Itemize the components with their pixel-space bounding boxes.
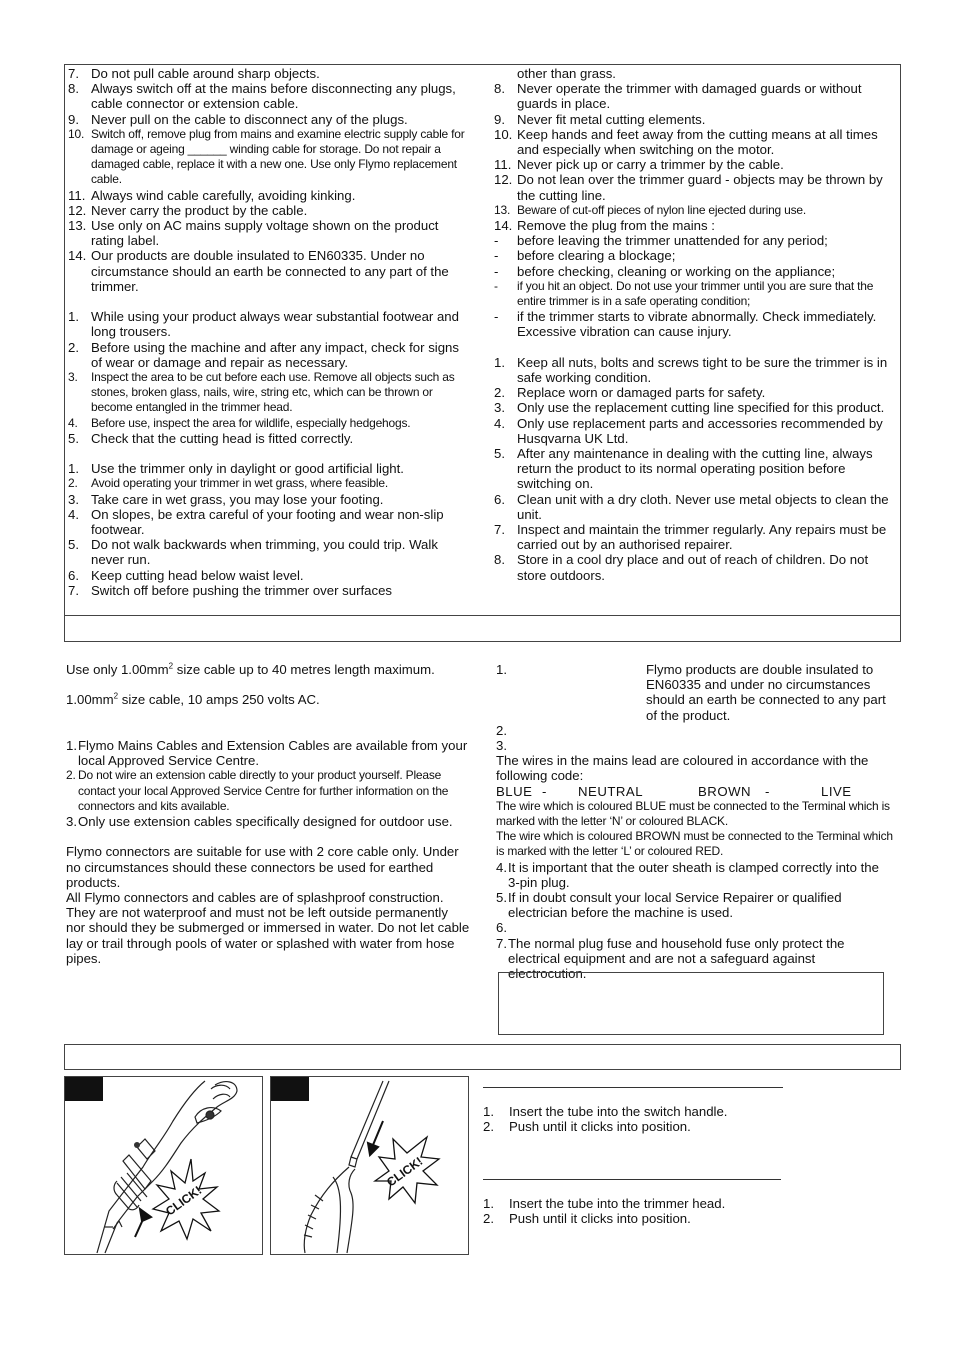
list-item-number: 11. [494,157,512,173]
list-item-text: before leaving the trimmer unattended for any period; [517,233,828,249]
list-item-number: 1. [68,461,79,477]
list-item-text: Store in a cool dry place and out of reach of children. Do not store outdoors. [517,552,869,583]
list-item [68,188,472,203]
plug-item-3: 3. [496,738,507,754]
list-item-number: 5. [68,430,79,446]
list-item [494,81,890,111]
list-item-text: Clean unit with a dry cloth. Never use metal objects to clean the unit. [517,491,889,522]
list-item [494,264,890,279]
list-item-text: After any maintenance in dealing with the cutting line, always return the product to its normal operating position before switching on. [517,446,873,492]
list-item [494,400,890,415]
list-item-number: 8. [494,552,505,568]
list-item-number: 10. [494,126,513,142]
list-item [494,492,890,522]
list-item-text: Use only on AC mains supply voltage shown on the product rating label. [91,218,439,249]
list-item-number: 7. [68,582,79,598]
list-item-number [494,66,517,81]
list-item-text: Replace worn or damaged parts for safety. [517,385,766,401]
list-item-text: other than grass. [517,66,616,81]
list-item [68,127,472,188]
list-item [494,218,890,233]
list-item-number: - [494,278,498,293]
connectors-text-1: Flymo connectors are suitable for use with 2 core cable only. Under no circumstances should these connectors be used for earthed products. [66,844,459,890]
wire-colour-text: The wires in the mains lead are coloured in accordance with the following code: [496,753,869,784]
list-item [68,476,472,491]
list-item [494,233,890,248]
plug-wiring-section [496,662,894,981]
list-item [494,522,890,552]
section-heading-bar-assembly [64,1044,901,1070]
list-item [68,309,472,339]
list-item-text: Switch off before pushing the trimmer over surfaces [91,582,393,598]
list-item [494,446,890,492]
plug-item-1: 1. Flymo products are double insulated to EN60335 and under no circumstances should an earth be connected to any part of the product. [496,662,886,723]
list-item-number: 7. [68,66,79,81]
switch-handle-illustration [65,1077,262,1254]
list-item-text: Use the trimmer only in daylight or good artificial light. [91,461,404,477]
list-item-text: Our products are double insulated to EN60335. Under no circumstance should an earth be connected to any part of the trimmer. [91,248,449,294]
list-item-number: 2. [483,1119,494,1135]
list-item-text: Never operate the trimmer with damaged guards or without guards in place. [517,81,862,112]
list-item-text: Never carry the product by the cable. [91,202,308,218]
list-item-number: 2. [494,385,505,401]
list-item-text: Push until it clicks into position. [509,1119,691,1135]
cable-spec-text: $1.00mm^2$ size cable, 10 amps 250 volts AC. [66,692,320,708]
list-item-text: Only use replacement parts and accessories recommended by Husqvarna UK Ltd. [517,415,883,446]
list-item-text: Only use extension cables specifically designed for outdoor use. [78,813,453,829]
list-item-number: 13. [494,202,511,217]
section-heading-bar-electrical [64,615,901,642]
click-label-b: CLICK! [384,1154,426,1190]
list-item-number: 1. [66,737,77,753]
list-item-number: 3. [68,491,79,507]
list-item [68,370,472,416]
list-item-text: Beware of cut-off pieces of nylon line ejected during use. [517,202,807,217]
connectors-text-2: All Flymo connectors and cables are of splashproof construction. They are not waterproof and must not be left outside permanently nor should they be submerged or immersed in water. Do not let cable lay or trail through pools of water or splashed with water from hose pipes. [66,889,470,966]
list-item [496,860,894,890]
list-item-text: Remove the plug from the mains : [517,218,715,234]
list-item [68,81,472,111]
list-item-text: Do not lean over the trimmer guard - objects may be thrown by the cutting line. [517,172,883,203]
cable-section [66,662,470,966]
list-item-text: if you hit an object. Do not use your trimmer until you are sure that the entire trimmer is in a safe operating condition; [517,278,874,309]
list-item-number: 1. [483,1196,494,1211]
list-item-number: - [494,233,499,249]
plug-more-list [496,860,894,982]
list-item [494,385,890,400]
list-item-text: before checking, cleaning or working on the appliance; [517,263,836,279]
list-item-number: 1. [494,354,505,370]
list-item [68,583,472,598]
list-item-number: - [494,248,499,264]
list-item [68,431,472,446]
list-item-text: Always switch off at the mains before disconnecting any plugs, cable connector or extension cable. [91,81,456,112]
figure-panel-a [64,1076,263,1255]
list-item [483,1104,843,1119]
list-item [66,768,470,814]
list-item-number: 4. [68,415,78,430]
list-item [494,127,890,157]
list-item [494,172,890,202]
extension-cable-list [66,738,470,829]
list-item-text: Do not pull cable around sharp objects. [91,66,320,81]
list-item-text: Avoid operating your trimmer in wet grass, where feasible. [91,476,388,491]
list-item-number: - [494,263,499,279]
list-item-number: 2. [68,476,78,491]
list-spacer [494,340,890,355]
list-item [68,218,472,248]
list-item [483,1211,843,1226]
list-item [66,814,470,829]
list-item-number: 12. [494,172,513,188]
list-item-number: 7. [494,522,505,538]
assembly-heading-rule-a [483,1087,783,1088]
list-item [68,248,472,294]
assembly-steps-b [483,1196,843,1226]
safety-list-right [494,66,890,583]
wire-colour-code: BLUE - NEUTRAL BROWN - LIVE [496,783,852,799]
list-item [66,738,470,768]
list-item-text: Check that the cutting head is fitted correctly. [91,430,354,446]
list-item [494,66,890,81]
list-item-text: Keep cutting head below waist level. [91,567,304,583]
list-item [68,112,472,127]
list-item-number: 10. [68,126,85,141]
fuse-notice-box [498,972,884,1035]
list-item-text: Always wind cable carefully, avoiding kinking. [91,187,356,203]
list-item-text: Push until it clicks into position. [509,1211,691,1227]
list-item-text: The normal plug fuse and household fuse only protect the electrical equipment and are not a safeguard against electrocution. [508,935,845,982]
list-item-number: 3. [68,370,78,385]
list-item [494,279,890,309]
list-item-number: 1. [483,1104,494,1119]
list-item [494,203,890,218]
list-item-number: 2. [66,768,76,783]
list-item-number: 4. [494,415,505,431]
list-item [494,112,890,127]
plug-item-2: 2. [496,722,507,738]
list-item-number: 3. [494,400,505,416]
list-item-number: 4. [496,859,507,875]
list-item-text: If in doubt consult your local Service Repairer or qualified electrician before the machine is used. [508,890,842,921]
list-item [494,416,890,446]
list-item-text: Switch off, remove plug from mains and examine electric supply cable for damage or ageing ______ winding cable for storage. Do not repair a damaged cable, replace it with a new one. Use only Flymo replacement cable. [91,126,465,187]
list-item-text: Insert the tube into the trimmer head. [509,1196,726,1211]
list-item-number: 6. [496,920,507,936]
list-item-number: 11. [68,187,86,203]
list-item [68,507,472,537]
list-item-text: Do not walk backwards when trimming, you could trip. Walk never run. [91,537,438,568]
list-item-number: 5. [496,890,507,906]
list-item-text: before clearing a blockage; [517,248,676,264]
list-item-number: 5. [494,446,505,462]
list-item-number: 13. [68,218,87,234]
list-item-text: Inspect the area to be cut before each use. Remove all objects such as stones, broken glass, nails, wire, string etc, which can be thrown or become entangled in the trimmer head. [91,370,455,415]
list-item-text: Never fit metal cutting elements. [517,111,706,127]
list-item-text: Flymo Mains Cables and Extension Cables are available from your local Approved Service Centre. [78,737,468,769]
list-item [68,537,472,567]
list-item [68,66,472,81]
list-item [496,920,894,935]
brown-wire-rule: The wire which is coloured BROWN must be connected to the Terminal which is marked with the letter ‘L’ or coloured RED. [496,829,893,859]
list-item-number: 12. [68,202,87,218]
assembly-heading-rule-b [483,1179,781,1180]
list-item [483,1196,843,1211]
list-item-number: 7. [496,935,507,951]
list-item [68,568,472,583]
list-item-number: 9. [68,111,79,127]
list-item [68,340,472,370]
click-label-a: CLICK! [163,1183,205,1219]
list-item-number: 6. [494,491,505,507]
list-item-text: On slopes, be extra careful of your footing and wear non-slip footwear. [91,506,444,538]
list-item-number: 3. [66,813,77,829]
list-item-text: Before use, inspect the area for wildlife, especially hedgehogs. [91,415,411,430]
list-item-text: Never pull on the cable to disconnect any of the plugs. [91,111,408,127]
list-item-number: 9. [494,111,505,127]
list-item-number: 2. [483,1211,494,1227]
blue-wire-rule: The wire which is coloured BLUE must be connected to the Terminal which is marked with the letter ‘N’ or coloured BLACK. [496,798,890,829]
list-item-number: 14. [494,218,513,234]
list-item [494,355,890,385]
list-item-number: 8. [68,81,79,97]
list-item [68,492,472,507]
list-item [68,203,472,218]
list-item-number: 14. [68,248,87,264]
figure-panel-b [270,1076,469,1255]
trimmer-head-illustration [271,1077,468,1254]
list-item-text: Keep all nuts, bolts and screws tight to be sure the trimmer is in safe working condition. [517,354,888,386]
list-item-text: Insert the tube into the switch handle. [509,1104,728,1119]
list-item [483,1119,843,1134]
list-item [494,157,890,172]
list-item-number: 8. [494,81,505,97]
list-item-text: if the trimmer starts to vibrate abnormally. Check immediately. Excessive vibration can cause injury. [517,309,877,340]
list-spacer [68,294,472,309]
list-item-number: 6. [68,567,79,583]
list-item-number: - [494,309,499,325]
list-spacer [68,446,472,461]
cable-length-text: Use only $1.00mm^2$ size cable up to 40 metres length maximum. [66,661,435,677]
list-item-text: Take care in wet grass, you may lose your footing. [91,491,384,507]
list-item-text: While using your product always wear substantial footwear and long trousers. [91,309,459,340]
list-item-text: Do not wire an extension cable directly to your product yourself. Please contact your local Approved Service Centre for further information on the connectors and kits available. [78,768,449,813]
list-item-text: Before using the machine and after any impact, check for signs of wear or damage and repair as necessary. [91,339,459,370]
safety-list-left [68,66,472,598]
list-item [68,461,472,476]
list-item [494,309,890,339]
list-item-text: Only use the replacement cutting line specified for this product. [517,400,885,416]
list-item-number: 2. [68,339,79,355]
list-item-number: 1. [68,309,79,325]
list-item-number: 5. [68,537,79,553]
list-item [494,552,890,582]
assembly-steps-a [483,1104,843,1134]
list-item [68,416,472,431]
list-item-text: It is important that the outer sheath is clamped correctly into the 3-pin plug. [508,859,879,890]
list-item-text: Never pick up or carry a trimmer by the cable. [517,157,784,173]
list-item [494,248,890,263]
list-item-number: 4. [68,506,79,522]
list-item-text: Inspect and maintain the trimmer regularly. Any repairs must be carried out by an authorised repairer. [517,522,887,553]
list-item-text: Keep hands and feet away from the cutting means at all times and especially when switching on the motor. [517,126,878,158]
list-item-text [508,920,894,935]
list-item [496,890,894,920]
